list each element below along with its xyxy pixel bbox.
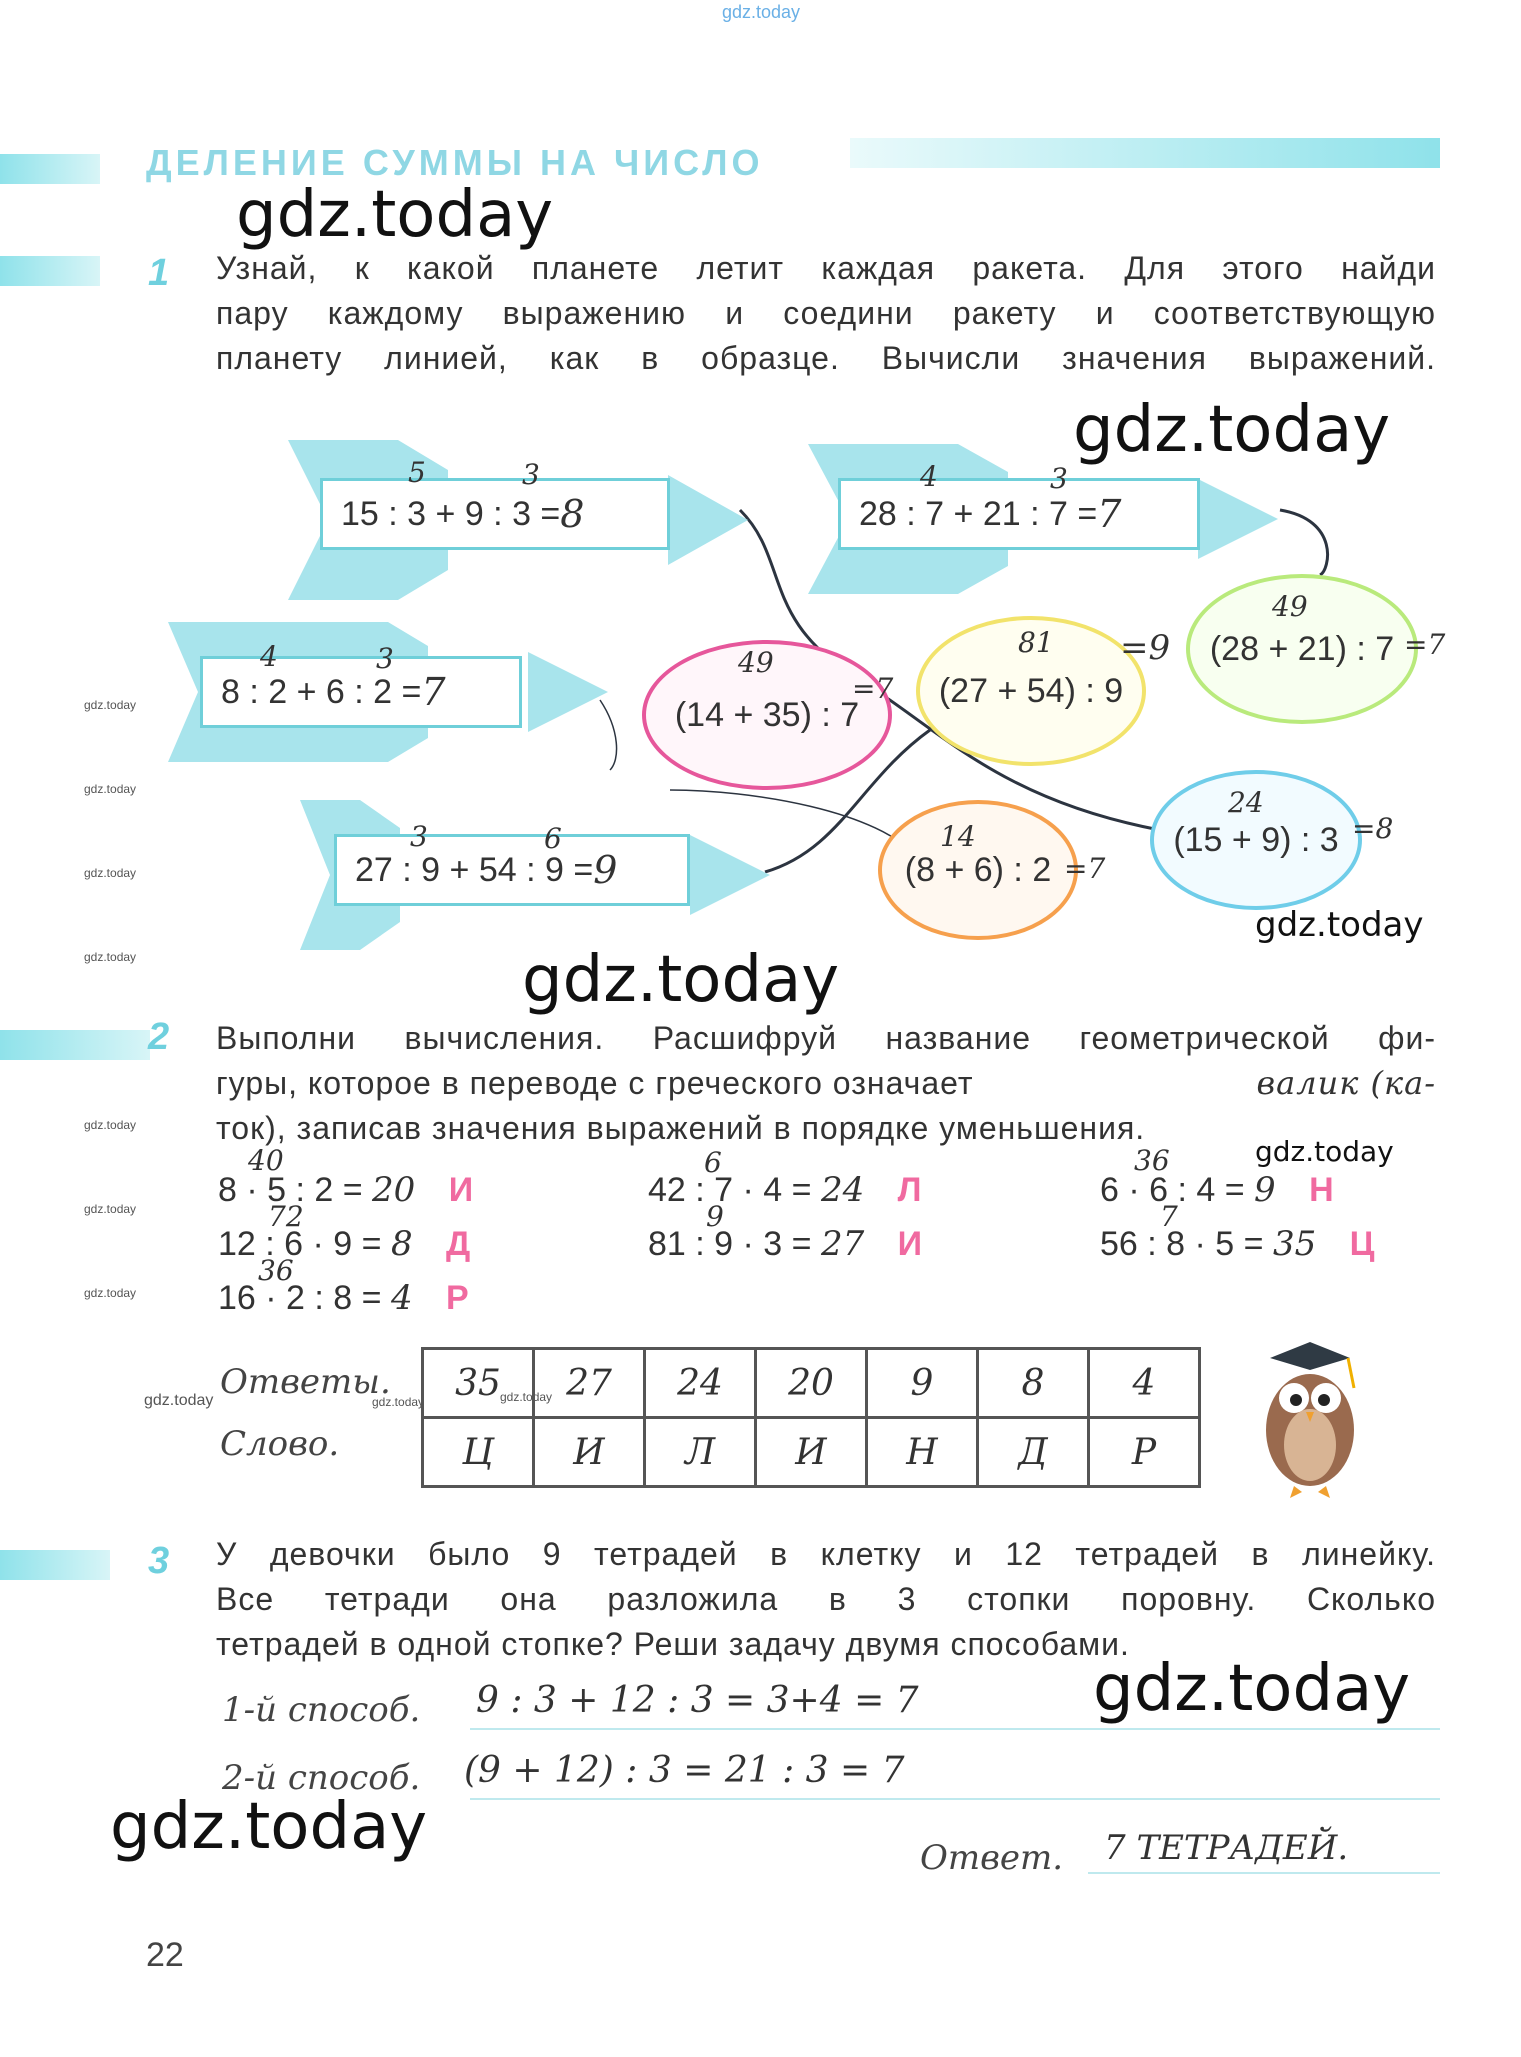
rocket-4-box — [334, 834, 690, 906]
task3-line: У девочки было 9 тетрадей в клетку и 12 тетрадей в линейку. — [216, 1536, 1436, 1572]
answer-cell: 9 — [867, 1349, 978, 1418]
planet-2-answer: =9 — [1120, 628, 1171, 668]
task2-hint-2: 72 — [268, 1200, 304, 1233]
task2-hint-4: 6 — [704, 1146, 722, 1179]
expr-letter: Н — [1309, 1171, 1334, 1209]
rocket-3-hint-1: 4 — [260, 640, 278, 673]
task2-line — [216, 1061, 1436, 1106]
expr-text: 42 : 7 · 4 = — [648, 1171, 821, 1209]
planet-3-answer: =7 — [1404, 628, 1446, 661]
task2-hint-7: 7 — [1160, 1200, 1178, 1233]
expr-letter: И — [897, 1225, 923, 1263]
answers-row — [423, 1349, 1200, 1418]
expr-answer: 8 — [390, 1224, 413, 1264]
expr-text: 12 : 6 · 9 = — [218, 1225, 391, 1263]
planet-1-hint: 49 — [738, 646, 774, 679]
expr-answer: 9 — [1254, 1170, 1276, 1210]
answer-cell: 27 — [534, 1349, 645, 1418]
task2-hint-1: 40 — [248, 1144, 284, 1177]
task2-line-part: ток), записав значения выражений в порядке уменьшения. — [216, 1110, 1146, 1146]
rocket-4-hint-2: 6 — [544, 822, 562, 855]
answer-line — [1088, 1872, 1440, 1874]
expr-letter: Р — [446, 1279, 469, 1317]
table-watermark: gdz.today — [372, 1395, 425, 1409]
task2-hint-5: 9 — [706, 1200, 724, 1233]
planet-3-expr: (28 + 21) : 7 — [1209, 629, 1395, 668]
rocket-4-answer: 9 — [593, 848, 618, 892]
answer-cell: 24 — [645, 1349, 756, 1418]
planet-5-answer: =8 — [1352, 812, 1394, 845]
watermark-3: gdz.today — [522, 943, 840, 1017]
task2-hint-6: 36 — [1134, 1144, 1170, 1177]
task2-band — [0, 1030, 150, 1060]
expr-text: 81 : 9 · 3 = — [648, 1225, 821, 1263]
rocket-2-box — [838, 478, 1200, 550]
task2-expr-5 — [648, 1224, 922, 1264]
word-cell: Л — [645, 1418, 756, 1487]
method1-solution: 9 : 3 + 12 : 3 = 3+4 = 7 — [476, 1680, 919, 1721]
task2-line: Выполни вычисления. Расшифруй название геометрической фи- — [216, 1020, 1436, 1056]
task2-expr-4 — [648, 1170, 922, 1210]
rocket-1-hint-1: 5 — [408, 456, 426, 489]
task2-line-part: гуры, которое в переводе с греческого означает — [216, 1065, 974, 1101]
rocket-4-hint-1: 3 — [410, 820, 428, 853]
expr-answer: 4 — [390, 1278, 413, 1318]
task3-line: Все тетради она разложила в 3 стопки поровну. Сколько — [216, 1581, 1436, 1617]
rocket-2-answer: 7 — [1097, 492, 1122, 536]
task2-expr-7 — [1100, 1224, 1375, 1264]
planet-5-expr: (15 + 9) : 3 — [1173, 820, 1339, 859]
expr-letter: Ц — [1349, 1225, 1375, 1263]
rocket-3-hint-2: 3 — [376, 642, 394, 675]
rocket-1-expr: 15 : 3 + 9 : 3 = — [341, 494, 561, 533]
planet-4-answer: =7 — [1064, 852, 1106, 885]
side-watermark: gdz.today — [84, 1286, 137, 1300]
watermark-2: gdz.today — [1073, 393, 1391, 467]
word-cell: Н — [867, 1418, 978, 1487]
answer-cell: 35 — [423, 1349, 534, 1418]
planet-4-expr: (8 + 6) : 2 — [904, 850, 1052, 889]
watermark-4: gdz.today — [1093, 1652, 1411, 1726]
word-row — [423, 1418, 1200, 1487]
planet-4 — [878, 800, 1078, 940]
word-cell: Р — [1089, 1418, 1200, 1487]
task1-number: 1 — [148, 252, 170, 294]
planet-4-hint: 14 — [940, 820, 976, 853]
task2-number: 2 — [148, 1016, 170, 1058]
rocket-3-answer: 7 — [421, 670, 446, 714]
owl-illustration — [1250, 1340, 1370, 1500]
task2-text — [216, 1016, 1436, 1151]
task3-band — [0, 1550, 110, 1580]
expr-answer: 24 — [820, 1170, 865, 1210]
side-watermark: gdz.today — [84, 782, 137, 796]
side-watermark: gdz.today — [84, 866, 137, 880]
expr-answer: 35 — [1272, 1224, 1317, 1264]
method1-line — [470, 1728, 1440, 1730]
task2-italic-word: валик (ка- — [1256, 1064, 1436, 1102]
planet-1-expr: (14 + 35) : 7 — [674, 695, 860, 734]
expr-letter: И — [448, 1171, 474, 1209]
task2-expr-2 — [218, 1224, 470, 1264]
answer-cell: 4 — [1089, 1349, 1200, 1418]
side-watermark: gdz.today — [84, 1202, 137, 1216]
planet-2-expr: (27 + 54) : 9 — [938, 671, 1124, 710]
word-cell: Д — [978, 1418, 1089, 1487]
rocket-2-hint-1: 4 — [920, 460, 938, 493]
word-cell: И — [534, 1418, 645, 1487]
rocket-3-box — [200, 656, 522, 728]
page-title: ДЕЛЕНИЕ СУММЫ НА ЧИСЛО — [146, 142, 764, 183]
task3-number: 3 — [148, 1540, 170, 1582]
expr-letter: Л — [897, 1171, 922, 1209]
expr-text: 56 : 8 · 5 = — [1100, 1225, 1273, 1263]
expr-letter: Д — [446, 1225, 471, 1263]
rocket-1-box — [320, 478, 670, 550]
task3-line: тетрадей в одной стопке? Реши задачу двумя способами. — [216, 1626, 1130, 1662]
page-number: 22 — [146, 1936, 184, 1974]
expr-text: 6 · 6 : 4 = — [1100, 1171, 1255, 1209]
task2-line — [216, 1106, 1436, 1151]
watermark-6: gdz.today — [1255, 905, 1424, 945]
word-label: Слово. — [220, 1424, 340, 1464]
answer-label: Ответ. — [920, 1838, 1064, 1878]
word-cell: Ц — [423, 1418, 534, 1487]
watermark-1: gdz.today — [236, 178, 554, 252]
task1-line: планету линией, как в образце. Вычисли значения выражений. — [216, 340, 1436, 376]
answer-cell: 8 — [978, 1349, 1089, 1418]
side-watermark: gdz.today — [84, 1118, 137, 1132]
method2-label: 2-й способ. — [222, 1758, 421, 1798]
side-watermark: gdz.today — [84, 698, 137, 712]
task2-expr-3 — [218, 1278, 469, 1318]
task3-text — [216, 1532, 1436, 1667]
expr-answer: 20 — [372, 1170, 416, 1210]
planet-2-hint: 81 — [1018, 626, 1054, 659]
word-cell: И — [756, 1418, 867, 1487]
planet-1-answer: =7 — [852, 672, 894, 705]
table-watermark: gdz.today — [500, 1390, 553, 1404]
rocket-3-expr: 8 : 2 + 6 : 2 = — [221, 672, 422, 711]
method2-solution: (9 + 12) : 3 = 21 : 3 = 7 — [464, 1750, 905, 1791]
task1-line: пару каждому выражению и соедини ракету и соответствующую — [216, 295, 1436, 331]
task1-line: Узнай, к какой планете летит каждая ракета. Для этого найди — [216, 250, 1436, 286]
method2-line — [470, 1798, 1440, 1800]
task2-hint-3: 36 — [258, 1254, 294, 1287]
answer-cell: 20 — [756, 1349, 867, 1418]
answer-table — [421, 1347, 1201, 1488]
watermark-5: gdz.today — [110, 1790, 428, 1864]
expr-text: 8 · 5 : 2 = — [218, 1171, 373, 1209]
side-watermark: gdz.today — [84, 950, 137, 964]
expr-text: 16 · 2 : 8 = — [218, 1279, 391, 1317]
rocket-1-answer: 8 — [560, 492, 585, 536]
rocket-4-expr: 27 : 9 + 54 : 9 = — [355, 850, 594, 889]
watermark-7: gdz.today — [1255, 1135, 1394, 1168]
planet-5-hint: 24 — [1228, 786, 1264, 819]
rocket-2-expr: 28 : 7 + 21 : 7 = — [859, 494, 1098, 533]
rocket-2-hint-2: 3 — [1050, 462, 1068, 495]
side-watermark: gdz.today — [144, 1392, 214, 1409]
answers-label: Ответы. — [220, 1362, 391, 1402]
top-watermark: gdz.today — [722, 2, 801, 22]
rocket-1-hint-2: 3 — [522, 458, 540, 491]
answer-value: 7 ТЕТРАДЕЙ. — [1104, 1828, 1349, 1868]
expr-answer: 27 — [820, 1224, 865, 1264]
method1-label: 1-й способ. — [222, 1690, 421, 1730]
line-rocket2-planet3 — [1280, 510, 1328, 575]
planet-3-hint: 49 — [1272, 590, 1308, 623]
